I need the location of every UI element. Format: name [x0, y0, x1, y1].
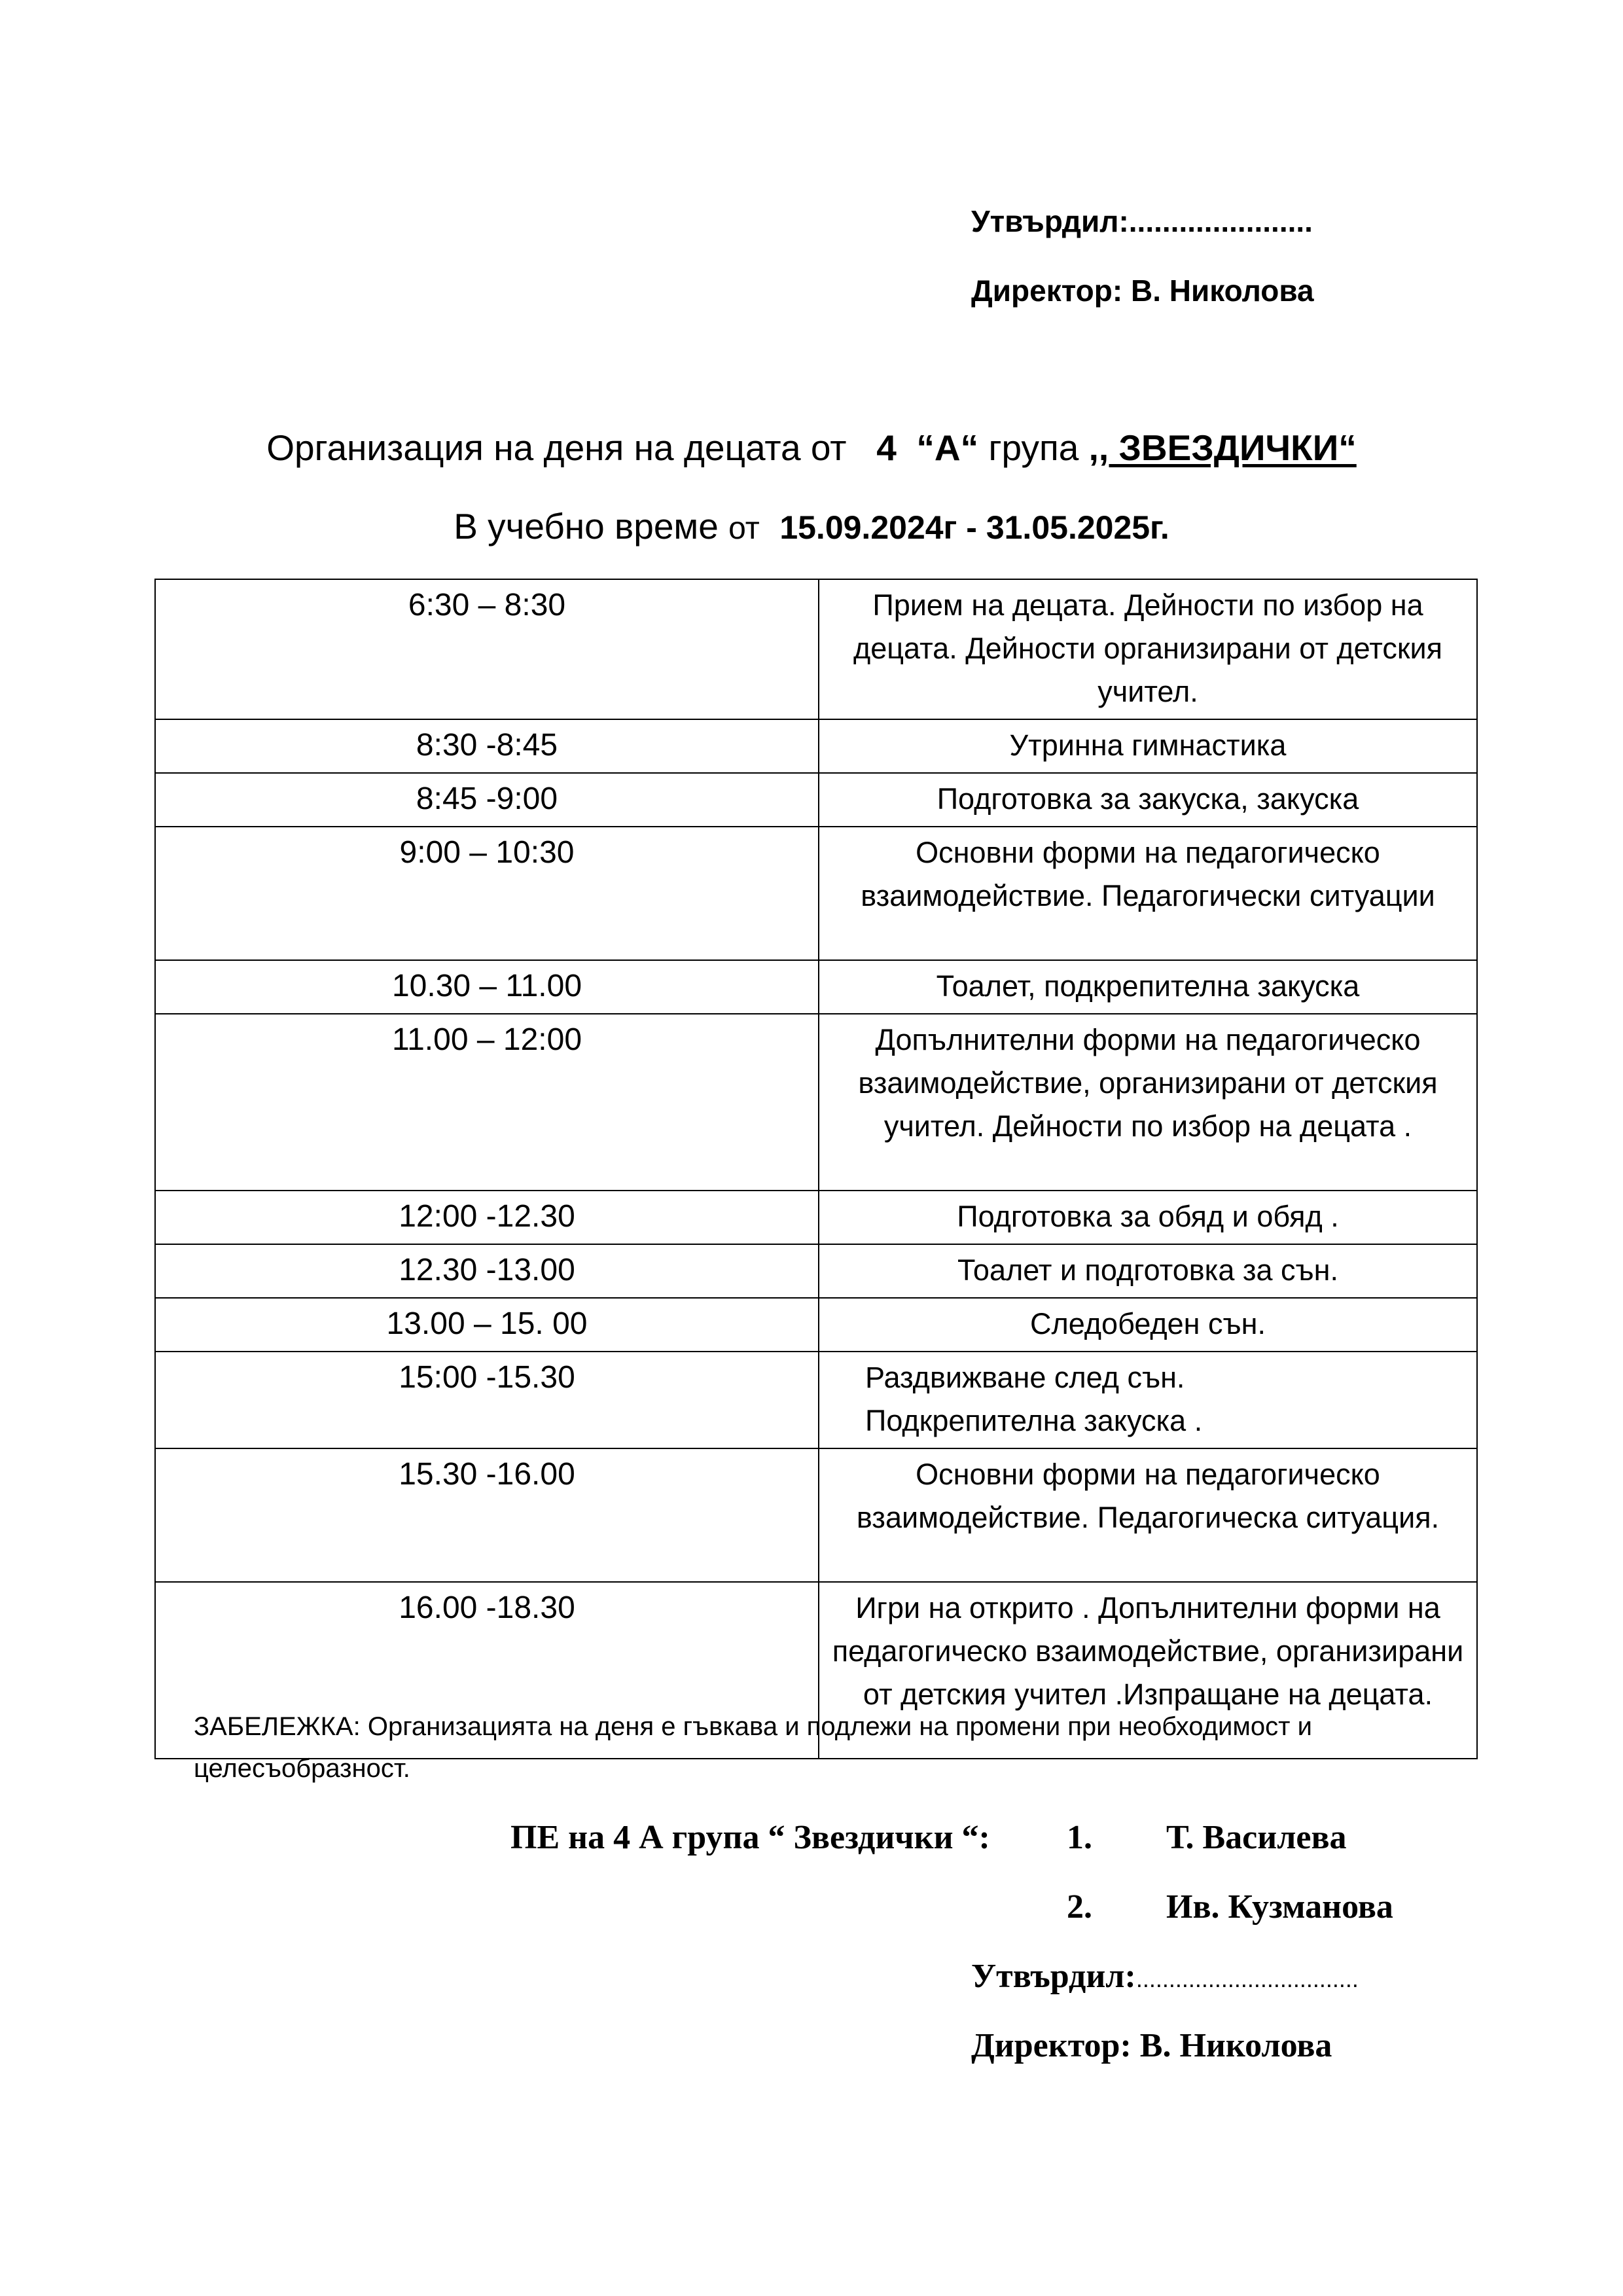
time-cell: 15.30 -16.00 — [155, 1448, 819, 1582]
table-row — [155, 579, 1477, 719]
table-row — [155, 773, 1477, 827]
teacher-1-name: Т. Василева — [1166, 1819, 1347, 1856]
teacher-2-number: 2. — [1067, 1888, 1092, 1926]
table-row — [155, 1014, 1477, 1191]
approved-dots: .................................. — [1135, 1965, 1359, 1992]
activity-cell: Прием на децата. Дейности по избор на децата. Дейности организирани от детския учител. — [819, 579, 1477, 719]
schedule-table — [154, 579, 1478, 1759]
table-row — [155, 1191, 1477, 1244]
table-row — [155, 827, 1477, 960]
activity-cell: Тоалет, подкрепителна закуска — [819, 960, 1477, 1014]
table-row — [155, 960, 1477, 1014]
title-prefix: Организация на деня на децата от — [266, 427, 847, 468]
group-number: 4 — [876, 427, 897, 468]
subtitle-prefix: В учебно време — [454, 506, 719, 547]
activity-cell: Основни форми на педагогическо взаимодействие. Педагогическа ситуация. — [819, 1448, 1477, 1582]
activity-line: Подкрепителна закуска . — [865, 1404, 1203, 1437]
approval-line-bottom — [971, 1956, 1359, 2000]
approved-label: Утвърдил: — [971, 1958, 1136, 1995]
activity-cell: Подготовка за закуска, закуска — [819, 773, 1477, 827]
time-cell: 12.30 -13.00 — [155, 1244, 819, 1298]
time-cell: 11.00 – 12:00 — [155, 1014, 819, 1191]
time-cell: 8:45 -9:00 — [155, 773, 819, 827]
subtitle-from: от — [728, 511, 760, 546]
director-line-bottom: Директор: В. Николова — [971, 2027, 1332, 2064]
approved-dots: ...................... — [1128, 204, 1313, 238]
approved-label: Утвърдил: — [971, 204, 1129, 238]
activity-cell: Подготовка за обяд и обяд . — [819, 1191, 1477, 1244]
director-line-top: Директор: В. Николова — [971, 274, 1314, 308]
time-cell: 9:00 – 10:30 — [155, 827, 819, 960]
time-cell: 6:30 – 8:30 — [155, 579, 819, 719]
table-row — [155, 1244, 1477, 1298]
activity-cell: Тоалет и подготовка за сън. — [819, 1244, 1477, 1298]
time-cell: 10.30 – 11.00 — [155, 960, 819, 1014]
time-cell: 12:00 -12.30 — [155, 1191, 819, 1244]
time-cell: 16.00 -18.30 — [155, 1582, 819, 1759]
teacher-2-name: Ив. Кузманова — [1166, 1888, 1393, 1926]
activity-cell: Допълнителни форми на педагогическо взаимодействие, организирани от детския учител. Дейности по избор на децата . — [819, 1014, 1477, 1191]
note-text: ЗАБЕЛЕЖКА: Организацията на деня е гъвкава и подлежи на промени при необходимост и целесъобразност. — [194, 1712, 1312, 1783]
document-title — [0, 424, 1623, 471]
time-cell: 13.00 – 15. 00 — [155, 1298, 819, 1352]
table-row — [155, 1298, 1477, 1352]
teacher-1-number: 1. — [1067, 1819, 1092, 1856]
group-name: ,, ЗВЕЗДИЧКИ“ — [1088, 427, 1357, 468]
table-row — [155, 719, 1477, 773]
group-word: група — [988, 427, 1079, 468]
table-row — [155, 1448, 1477, 1582]
group-letter: “А“ — [916, 427, 979, 468]
time-cell: 15:00 -15.30 — [155, 1352, 819, 1448]
approval-line-top — [971, 202, 1560, 241]
activity-cell: Утринна гимнастика — [819, 719, 1477, 773]
subtitle-period: 15.09.2024г - 31.05.2025г. — [779, 509, 1169, 546]
table-row — [155, 1352, 1477, 1448]
document-subtitle — [0, 503, 1623, 552]
activity-line: Раздвижване след сън. — [865, 1361, 1185, 1394]
activity-cell — [819, 1352, 1477, 1448]
activity-cell: Игри на открито . Допълнителни форми на педагогическо взаимодействие, организирани от детския учител .Изпращане на децата. — [819, 1582, 1477, 1759]
activity-cell: Основни форми на педагогическо взаимодействие. Педагогически ситуации — [819, 827, 1477, 960]
time-cell: 8:30 -8:45 — [155, 719, 819, 773]
activity-cell: Следобеден сън. — [819, 1298, 1477, 1352]
pe-label: ПЕ на 4 А група “ Звездички “: — [510, 1819, 990, 1856]
